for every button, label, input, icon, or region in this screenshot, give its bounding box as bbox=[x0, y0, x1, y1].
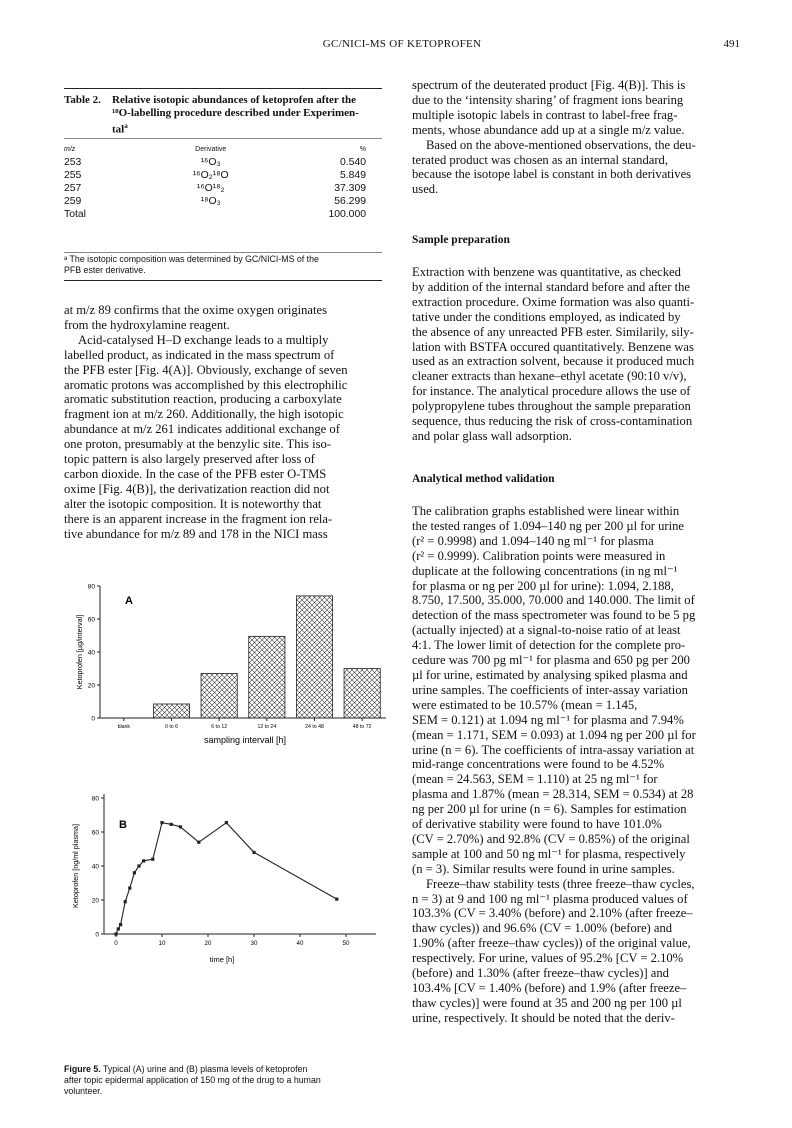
col-percent: % bbox=[359, 145, 366, 153]
table-caption-label: Table 2. bbox=[64, 94, 101, 106]
table-caption-line-2: ¹⁸O-labelling procedure described under Experimen- bbox=[112, 107, 359, 119]
x-tick-label-b: 30 bbox=[250, 940, 258, 947]
text-line: (actually injected) at a signal-to-noise ratio of at least bbox=[412, 623, 681, 638]
text-line: for plasma or ng per 200 µl for urine): 1.094, 2.188, bbox=[412, 578, 674, 593]
data-point bbox=[133, 871, 136, 874]
text-line: (r² = 0.9999). Calibration points were measured in bbox=[412, 548, 666, 563]
y-axis-label-b: Ketoprofen [ng/ml plasma] bbox=[71, 824, 80, 908]
cell-mz: Total bbox=[64, 209, 86, 220]
text-line: µl for urine, estimated by analysing spiked plasma and bbox=[412, 667, 688, 682]
page-number: 491 bbox=[723, 38, 740, 50]
x-axis-label-a: sampling intervall [h] bbox=[203, 735, 287, 745]
text-line: respectively. For urine, values of 95.2% [CV = 2.10% bbox=[412, 951, 684, 966]
text-line: because the isotope label is constant in both derivatives bbox=[412, 167, 692, 182]
y-tick-label-b: 0 bbox=[95, 931, 99, 939]
text-line: topic pattern is also largely preserved after loss of bbox=[64, 452, 315, 467]
y-tick-label-a: 20 bbox=[87, 682, 95, 690]
y-tick-label-a: 40 bbox=[87, 649, 95, 657]
text-line: used. bbox=[412, 182, 439, 197]
table-caption-mark: a bbox=[124, 122, 128, 130]
bar bbox=[201, 673, 237, 718]
figure-caption-line: volunteer. bbox=[64, 1086, 103, 1096]
figure-5 bbox=[52, 570, 392, 1050]
text-line: multiple isotopic labels in contrast to label-free frag- bbox=[412, 107, 678, 122]
cell-derivative: ¹⁶O₂¹⁸O bbox=[192, 170, 229, 181]
x-tick-label-b: 40 bbox=[296, 940, 304, 947]
text-line: and polar glass wall adsorption. bbox=[412, 428, 572, 443]
y-axis-label-a: Ketoprofen [µg/interval] bbox=[75, 614, 84, 690]
x-tick-label-b: 20 bbox=[204, 940, 212, 947]
sample-preparation-text bbox=[412, 265, 734, 444]
text-line: due to the ‘intensity sharing’ of fragment ions bearing bbox=[412, 92, 684, 107]
data-point bbox=[170, 823, 173, 826]
table-caption bbox=[64, 94, 382, 137]
y-tick-label-a: 0 bbox=[91, 715, 95, 723]
heading-method-validation: Analytical method validation bbox=[412, 473, 555, 485]
text-line: ments, whose abundance add up at a single m/z value. bbox=[412, 122, 685, 137]
text-line: tative under the conditions employed, as indicated by bbox=[412, 309, 681, 324]
y-tick-label-b: 60 bbox=[91, 829, 99, 837]
text-line: thaw cycles)) and 96.6% (CV = 1.00% (before) and bbox=[412, 921, 673, 936]
running-title: GC/NICI-MS OF KETOPROFEN bbox=[322, 38, 482, 50]
cell-percent: 56.299 bbox=[334, 196, 366, 207]
text-line: cleaner extracts than hexane–ethyl acetate (90:10 v/v), bbox=[412, 369, 687, 384]
text-line: terated product was chosen as an internal standard, bbox=[412, 152, 668, 167]
text-line: urine samples. The coefficients of inter-assay variation bbox=[412, 682, 688, 697]
bar bbox=[153, 704, 189, 718]
bar bbox=[344, 669, 380, 719]
text-line: sequence, thus reducing the risk of cross-contamination bbox=[412, 414, 693, 429]
cell-percent: 5.849 bbox=[339, 170, 366, 181]
text-line: by addition of the internal standard before and after the bbox=[412, 279, 691, 294]
data-point bbox=[225, 821, 228, 824]
text-line: carbon dioxide. In the case of the PFB ester O-TMS bbox=[64, 466, 327, 481]
cell-mz: 259 bbox=[64, 196, 82, 207]
y-tick-label-b: 40 bbox=[91, 863, 99, 871]
figure-caption-label: Figure 5. bbox=[64, 1064, 101, 1074]
text-line: Freeze–thaw stability tests (three freeze–thaw cycles, bbox=[426, 876, 695, 891]
text-line: from the hydroxylamine reagent. bbox=[64, 317, 230, 332]
y-tick-label-a: 60 bbox=[87, 616, 95, 624]
col-derivative: Derivative bbox=[195, 145, 227, 153]
text-line: there is an apparent increase in the fragment ion rela- bbox=[64, 511, 333, 526]
text-line: Extraction with benzene was quantitative, as checked bbox=[412, 265, 681, 279]
table-caption-line-1: Relative isotopic abundances of ketoprofen after the bbox=[112, 94, 357, 106]
text-line: alter the isotopic composition. It is noteworthy that bbox=[64, 496, 322, 511]
table-row bbox=[64, 208, 382, 221]
y-tick-label-b: 20 bbox=[91, 897, 99, 905]
cell-derivative: ¹⁶O¹⁸₂ bbox=[196, 183, 225, 194]
text-line: cedure was 700 pg ml⁻¹ for plasma and 650 pg per 200 bbox=[412, 653, 690, 668]
text-line: 4:1. The lower limit of detection for the complete pro- bbox=[412, 638, 686, 653]
text-line: used as an extraction solvent, because it produced much bbox=[412, 354, 695, 369]
text-line: spectrum of the deuterated product [Fig. 4(B)]. This is bbox=[412, 78, 686, 92]
series-line bbox=[116, 823, 337, 934]
text-line: at m/z 89 confirms that the oxime oxygen originates bbox=[64, 303, 328, 317]
text-line: (n = 3). Similar results were found in urine samples. bbox=[412, 861, 675, 876]
x-tick-label-a: blank bbox=[117, 724, 131, 730]
x-tick-label-a: 48 to 72 bbox=[352, 724, 372, 730]
text-line: for instance. The analytical procedure allows the use of bbox=[412, 384, 691, 399]
data-point bbox=[179, 825, 182, 828]
x-tick-label-a: 12 to 24 bbox=[257, 724, 277, 730]
text-line: (before) and 1.30% (after freeze–thaw cycles)] and bbox=[412, 966, 669, 981]
text-line: Based on the above-mentioned observations, the deu- bbox=[426, 137, 696, 152]
data-point bbox=[142, 859, 145, 862]
text-line: mid-range concentrations were found to be 4.52% bbox=[412, 757, 665, 772]
table-row bbox=[64, 156, 382, 169]
text-line: (mean = 1.171, SEM = 0.093) at 1.094 ng per 200 µl for bbox=[412, 727, 696, 742]
cell-mz: 255 bbox=[64, 170, 82, 181]
text-line: (r² = 0.9998) and 1.094–140 ng ml⁻¹ for plasma bbox=[412, 533, 654, 548]
x-tick-label-b: 10 bbox=[158, 940, 166, 947]
col-mz: m/z bbox=[64, 145, 76, 153]
right-intro-text bbox=[412, 78, 734, 197]
text-line: tive abundance for m/z 89 and 178 in the NICI mass bbox=[64, 526, 328, 541]
data-point bbox=[124, 900, 127, 903]
text-line: urine (n = 6). The coefficients of intra-assay variation at bbox=[412, 742, 695, 757]
text-line: the PFB ester [Fig. 4(A)]. Obviously, exchange of seven bbox=[64, 362, 348, 377]
text-line: polypropylene tubes throughout the sample preparation bbox=[412, 399, 691, 414]
table-bottom-rule bbox=[64, 280, 382, 281]
table-row bbox=[64, 195, 382, 208]
x-tick-label-a: 0 to 6 bbox=[165, 724, 178, 730]
data-point bbox=[151, 858, 154, 861]
text-line: detection of the mass spectrometer was found to be 5 pg bbox=[412, 608, 696, 623]
table-footnote-rule bbox=[64, 252, 382, 253]
data-point bbox=[160, 821, 163, 824]
panel-label-a: A bbox=[125, 595, 133, 607]
x-tick-label-b: 50 bbox=[342, 940, 350, 947]
text-line: sample at 100 and 50 ng ml⁻¹ for plasma, respectively bbox=[412, 846, 686, 861]
text-line: one proton, presumably at the benzylic site. This iso- bbox=[64, 437, 331, 452]
x-tick-label-b: 0 bbox=[114, 940, 118, 947]
heading-sample-preparation: Sample preparation bbox=[412, 234, 510, 246]
text-line: extraction procedure. Oxime formation was also quanti- bbox=[412, 294, 695, 309]
text-line: 103.4% [CV = 1.40% (before) and 1.9% (after freeze– bbox=[412, 981, 687, 995]
text-line: fragment ion at m/z 260. Additionally, the high isotopic bbox=[64, 407, 344, 422]
data-point bbox=[197, 841, 200, 844]
text-line: oxime [Fig. 4(B)], the derivatization reaction did not bbox=[64, 481, 330, 496]
text-line: (mean = 24.563, SEM = 1.110) at 25 ng ml⁻¹ for bbox=[412, 772, 658, 787]
text-line: aromatic protons was accomplished by this electrophilic bbox=[64, 377, 348, 392]
figure-caption-line: Typical (A) urine and (B) plasma levels of ketoprofen bbox=[102, 1064, 308, 1074]
table-header-rule bbox=[64, 138, 382, 139]
x-tick-label-a: 24 to 48 bbox=[305, 724, 324, 730]
left-body-text bbox=[64, 303, 382, 542]
y-tick-label-b: 80 bbox=[91, 795, 99, 803]
text-line: 103.3% (CV = 3.40% (before) and 2.10% (after freeze– bbox=[412, 906, 693, 921]
table-row bbox=[64, 182, 382, 195]
table-top-rule bbox=[64, 88, 382, 89]
data-point bbox=[137, 864, 140, 867]
figure-caption bbox=[64, 1064, 382, 1097]
table-row bbox=[64, 169, 382, 182]
x-tick-label-a: 6 to 12 bbox=[211, 724, 228, 730]
text-line: 8.750, 17.500, 35.000, 70.000 and 140.000. The limit of bbox=[412, 593, 695, 608]
data-point bbox=[119, 923, 122, 926]
text-line: abundance at m/z 261 indicates additional exchange of bbox=[64, 422, 340, 437]
table-footnote-line: ᵃ The isotopic composition was determined by GC/NICI-MS of the bbox=[64, 254, 319, 264]
cell-percent: 100.000 bbox=[328, 209, 366, 220]
text-line: thaw cycles)] were found at 35 and 200 ng per 100 µl bbox=[412, 995, 682, 1010]
table-caption-line-3: tal bbox=[112, 123, 125, 136]
text-line: labelled product, as indicated in the mass spectrum of bbox=[64, 347, 335, 362]
data-point bbox=[128, 887, 131, 890]
cell-mz: 257 bbox=[64, 183, 82, 194]
y-tick-label-a: 80 bbox=[87, 583, 95, 591]
text-line: were estimated to be 10.57% (mean = 1.145, bbox=[412, 697, 638, 712]
figure-caption-line: after topic epidermal application of 150 mg of the drug to a human bbox=[64, 1075, 321, 1085]
text-line: The calibration graphs established were linear within bbox=[412, 504, 680, 518]
table-footnote-line: PFB ester derivative. bbox=[64, 265, 146, 275]
bar bbox=[296, 596, 332, 718]
running-header bbox=[64, 38, 740, 54]
panel-label-b: B bbox=[119, 819, 127, 831]
cell-percent: 37.309 bbox=[334, 183, 366, 194]
bar bbox=[249, 636, 285, 718]
text-line: Acid-catalysed H–D exchange leads to a multiply bbox=[78, 332, 329, 347]
x-axis-label-b: time [h] bbox=[209, 955, 235, 964]
cell-mz: 253 bbox=[64, 157, 82, 168]
text-line: the tested ranges of 1.094–140 ng per 200 µl for urine bbox=[412, 518, 685, 533]
text-line: lation with BSTFA occured quantitatively. Benzene was bbox=[412, 339, 694, 354]
text-line: urine, respectively. It should be noted that the deriv- bbox=[412, 1010, 675, 1025]
table-header-row bbox=[64, 142, 382, 156]
text-line: SEM = 0.121) at 1.094 ng ml⁻¹ for plasma and 7.94% bbox=[412, 712, 684, 727]
method-validation-text bbox=[412, 504, 734, 1026]
chart-a bbox=[75, 584, 386, 746]
text-line: of derivative stability were found to have 101.0% bbox=[412, 817, 662, 832]
data-point bbox=[335, 898, 338, 901]
table-footnote bbox=[64, 254, 382, 276]
text-line: plasma and 1.87% (mean = 28.314, SEM = 0.534) at 28 bbox=[412, 787, 694, 802]
text-line: (CV = 2.70%) and 92.8% (CV = 0.85%) of the original bbox=[412, 831, 690, 846]
cell-derivative: ¹⁸O₃ bbox=[200, 196, 221, 207]
isotope-table bbox=[64, 142, 382, 221]
text-line: 1.90% (after freeze–thaw cycles)) of the original value, bbox=[412, 936, 691, 951]
cell-derivative: ¹⁶O₃ bbox=[200, 157, 221, 168]
data-point bbox=[114, 932, 117, 935]
data-point bbox=[117, 927, 120, 930]
text-line: ng per 200 µl for urine (n = 6). Samples for estimation bbox=[412, 802, 687, 817]
text-line: aromatic substitution reaction, producing a carboxylate bbox=[64, 392, 342, 407]
cell-percent: 0.540 bbox=[339, 157, 366, 168]
text-line: duplicate at the following concentrations (in ng ml⁻¹ bbox=[412, 563, 678, 578]
text-line: n = 3) at 9 and 100 ng ml⁻¹ plasma produced values of bbox=[412, 891, 688, 906]
chart-b bbox=[71, 794, 376, 964]
text-line: the absence of any unreacted PFB ester. Similarily, sily- bbox=[412, 324, 694, 339]
cell-derivative bbox=[149, 208, 272, 221]
data-point bbox=[252, 851, 255, 854]
